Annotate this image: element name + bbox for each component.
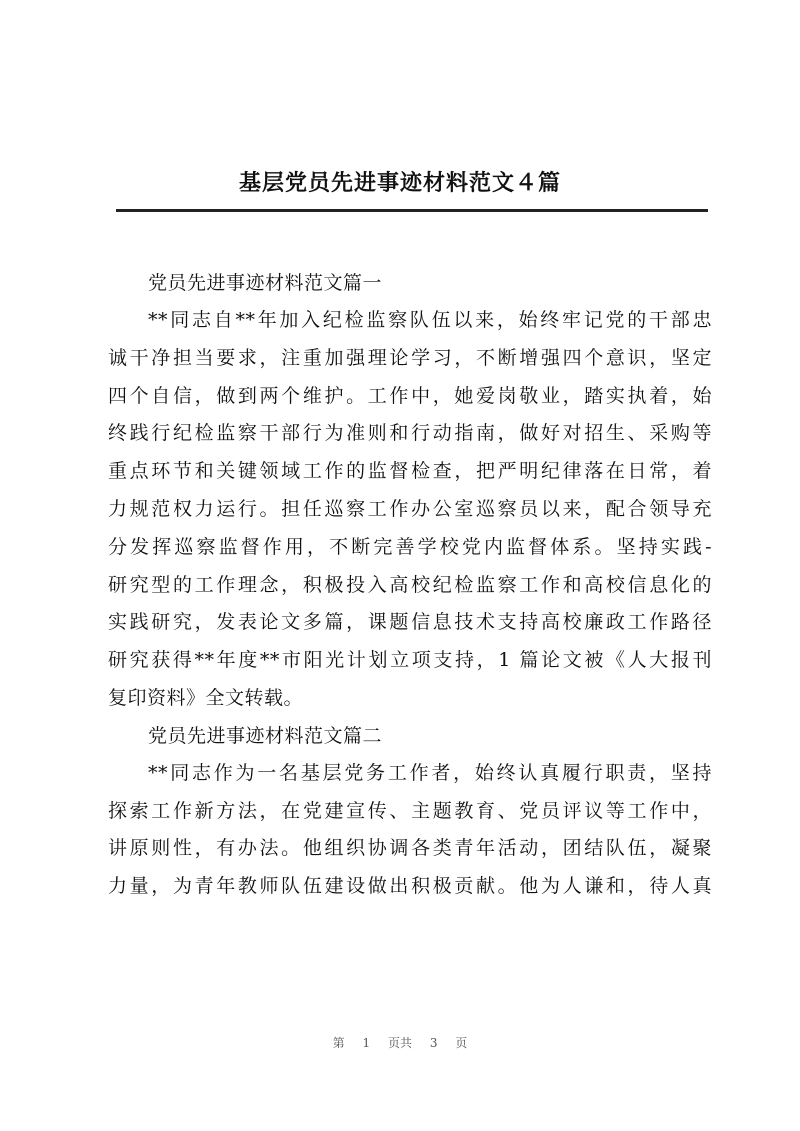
paragraph-line: **同志自**年加入纪检监察队伍以来，始终牢记党的干部忠 [148, 309, 712, 331]
section-heading-2: 党员先进事迹材料范文篇二 [148, 724, 383, 747]
paragraph-line: 复印资料》全文转载。 [108, 686, 304, 709]
paragraph-line: 诚干净担当要求，注重加强理论学习，不断增强四个意识，坚定 [108, 346, 712, 369]
paragraph-line: 力规范权力运行。担任巡察工作办公室巡察员以来，配合领导充 [108, 497, 712, 520]
paragraph-line: 力量，为青年教师队伍建设做出积极贡献。他为人谦和，待人真 [108, 875, 712, 898]
paragraph-line: 探索工作新方法，在党建宣传、主题教育、党员评议等工作中， [108, 799, 712, 822]
page-footer [0, 1034, 800, 1051]
section-heading-1: 党员先进事迹材料范文篇一 [148, 272, 383, 294]
title-divider [116, 209, 708, 212]
paragraph-line: 研究获得**年度**市阳光计划立项支持，1 篇论文被《人大报刊 [108, 649, 712, 672]
footer-current-page: 1 [362, 1036, 371, 1050]
section-paragraph-1 [108, 302, 712, 718]
paragraph-line: 实践研究，发表论文多篇，课题信息技术支持高校廉政工作路径 [108, 611, 712, 634]
document-title: 基层党员先进事迹材料范文４篇 [238, 170, 561, 196]
document-body [108, 265, 712, 906]
section-paragraph-2 [108, 755, 712, 906]
paragraph-line: 讲原则性，有办法。他组织协调各类青年活动，团结队伍，凝聚 [108, 837, 712, 860]
footer-total-pages: 3 [429, 1036, 438, 1050]
paragraph-line: 分发挥巡察监督作用，不断完善学校党内监督体系。坚持实践- [108, 535, 712, 558]
paragraph-line: 重点环节和关键领域工作的监督检查，把严明纪律落在日常，着 [108, 460, 712, 483]
paragraph-line: 研究型的工作理念，积极投入高校纪检监察工作和高校信息化的 [108, 573, 712, 596]
paragraph-line: 终践行纪检监察干部行为准则和行动指南，做好对招生、采购等 [108, 422, 712, 445]
paragraph-line: **同志作为一名基层党务工作者，始终认真履行职责，坚持 [148, 761, 712, 784]
footer-prefix: 第 [332, 1036, 345, 1050]
footer-suffix: 页 [455, 1036, 468, 1050]
paragraph-line: 四个自信，做到两个维护。工作中，她爱岗敬业，踏实执着，始 [108, 384, 712, 407]
footer-middle: 页共 [387, 1036, 412, 1050]
